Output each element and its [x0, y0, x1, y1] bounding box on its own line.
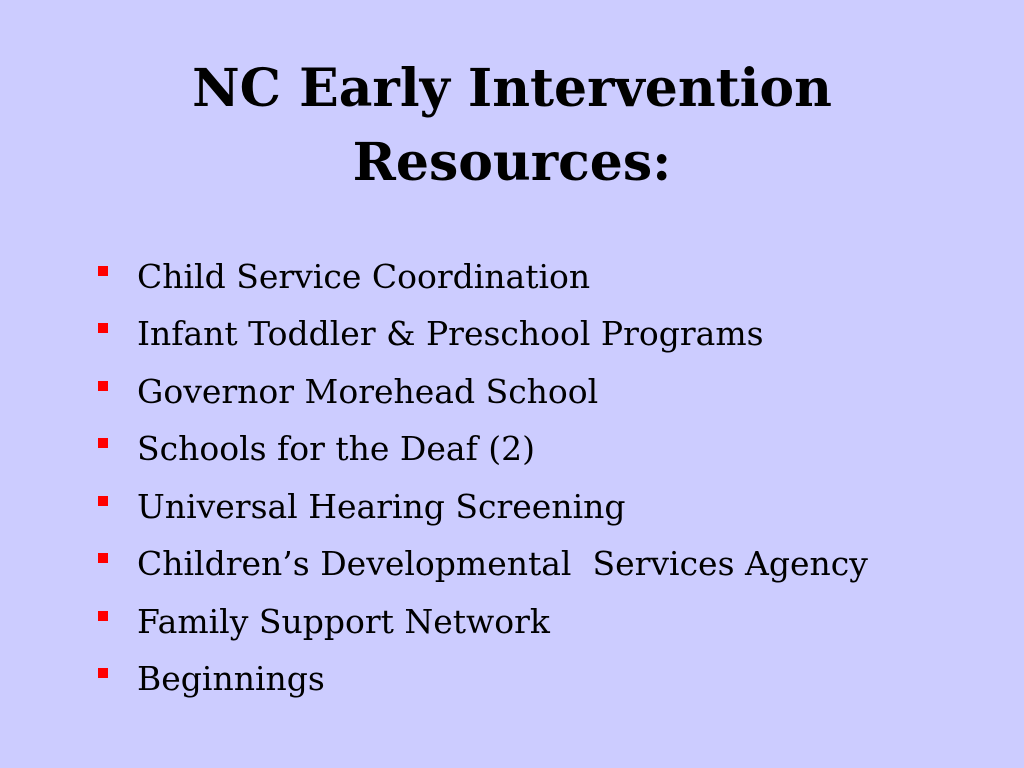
- list-item: [96, 248, 996, 306]
- square-bullet-icon: [98, 496, 108, 506]
- bullet-list: [96, 248, 996, 708]
- bullet-text: Schools for the Deaf (2): [137, 429, 536, 469]
- bullet-text: Infant Toddler & Preschool Programs: [137, 314, 764, 354]
- square-bullet-icon: [98, 438, 108, 448]
- title-line-1: NC Early Intervention: [192, 58, 832, 119]
- bullet-text: Beginnings: [137, 659, 325, 699]
- list-item: [96, 306, 996, 364]
- square-bullet-icon: [98, 323, 108, 333]
- bullet-text: Children’s Developmental Services Agency: [137, 544, 868, 584]
- square-bullet-icon: [98, 381, 108, 391]
- list-item: [96, 593, 996, 651]
- title-line-2: Resources:: [352, 132, 672, 193]
- list-item: [96, 421, 996, 479]
- bullet-text: Family Support Network: [137, 601, 550, 641]
- square-bullet-icon: [98, 553, 108, 563]
- bullet-text: Universal Hearing Screening: [137, 486, 626, 526]
- list-item: [96, 651, 996, 709]
- list-item: [96, 363, 996, 421]
- square-bullet-icon: [98, 668, 108, 678]
- square-bullet-icon: [98, 611, 108, 621]
- list-item: [96, 536, 996, 594]
- bullet-text: Child Service Coordination: [137, 256, 591, 296]
- slide-title: [40, 52, 984, 200]
- bullet-text: Governor Morehead School: [137, 371, 599, 411]
- square-bullet-icon: [98, 266, 108, 276]
- list-item: [96, 478, 996, 536]
